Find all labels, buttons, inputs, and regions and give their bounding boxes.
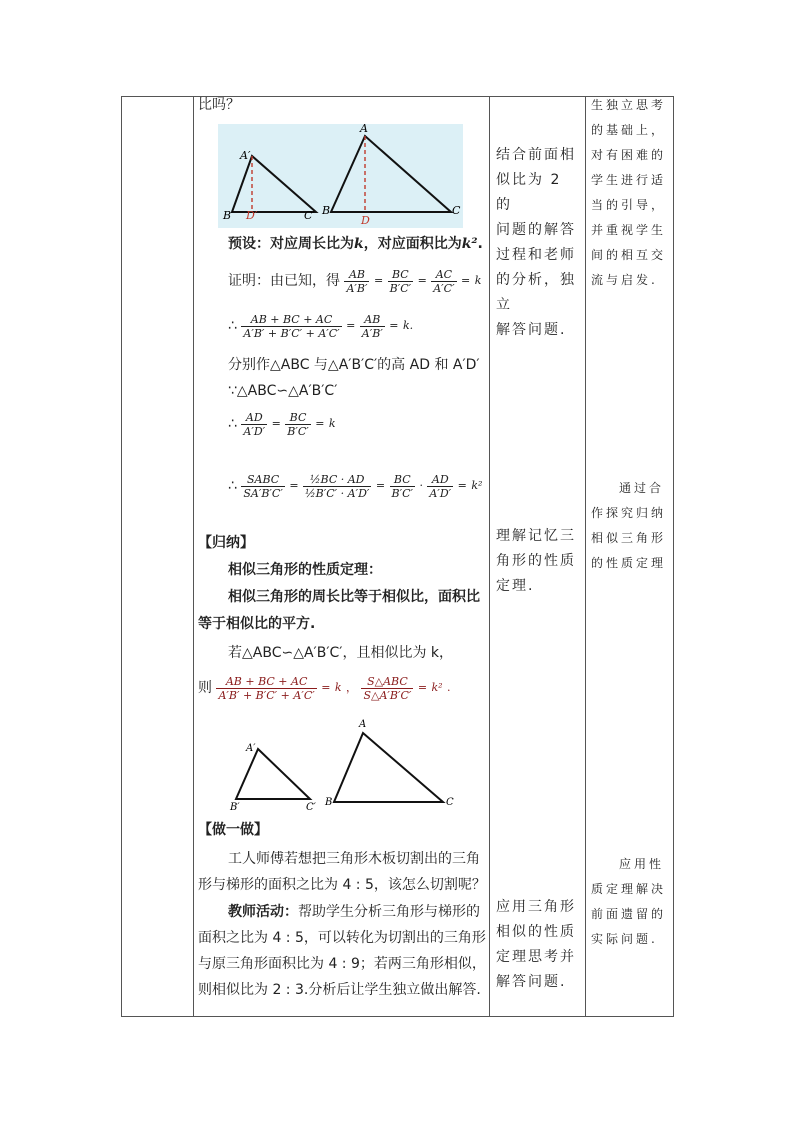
problem-text: 工人师傅若想把三角形木板切割出的三角 — [228, 851, 480, 867]
column-divider — [489, 97, 490, 1016]
label-D-prime: D′ — [246, 209, 258, 222]
teacher-activity-line: 教师活动：帮助学生分析三角形与梯形的 — [228, 904, 480, 920]
theorem-title: 相似三角形的性质定理： — [228, 562, 382, 578]
student-activity-block-1: 结合前面相 似比为 2 的 问题的解答 过程和老师 的分析，独立 解答问题. — [496, 147, 576, 338]
similar-triangles-figure-2 — [228, 716, 463, 812]
text-line: 分别作△ABC 与△A′B′C′的高 AD 和 A′D′ — [228, 357, 480, 373]
text-line: 比吗？ — [198, 97, 240, 113]
text-line: ∵△ABC∽△A′B′C′ — [228, 383, 338, 399]
text-line: 与原三角形面积比为 4 : 9；若两三角形相似， — [198, 956, 486, 972]
design-intent-block-1: 生独立思考 的基础上， 对有困难的 学生进行适 当的引导， 并重视学生 间的相互交 流与启发. — [591, 98, 667, 287]
hypothesis-line: 预设：对应周长比为k，对应面积比为k². — [228, 236, 483, 252]
theorem-text: 相似三角形的周长比等于相似比，面积比 — [228, 589, 480, 605]
label-B-prime: B′ — [230, 802, 240, 812]
design-intent-block-2: 通过合 作探究归纳 相似三角形 的性质定理 — [591, 481, 667, 570]
label-B: B — [325, 797, 333, 808]
similar-triangles-figure — [218, 124, 463, 228]
label-C-prime: C′ — [304, 209, 315, 222]
text-line: 若△ABC∽△A′B′C′，且相似比为 k， — [228, 645, 454, 661]
perimeter-ratio-line: ∴ $\frac{AB + BC + AC}{A'B' + B'C' + A'C'}$ = $\frac{AB}{A'B'}$ = k. — [228, 312, 414, 340]
column-divider — [193, 97, 194, 1016]
student-activity-block-3: 应用三角形 相似的性质 定理思考并 解答问题. — [496, 899, 576, 990]
label-A: A — [360, 124, 368, 135]
label-C: C — [446, 797, 454, 808]
problem-text: 形与梯形的面积之比为 4 : 5，该怎么切割呢？ — [198, 877, 486, 893]
theorem-text: 等于相似比的平方. — [198, 616, 316, 632]
area-ratio-line: ∴ $\frac{\text{SABC}}{SA'B'C'}$ = $\frac{\text{½BC · AD}}{\text{½B′C′ · A′D′}}$ = $\frac{BC}{B'C'}$ · $\frac{AD}{A'D'}$ = k² — [228, 472, 483, 500]
label-B: B — [322, 204, 331, 217]
label-C-prime: C′ — [306, 802, 316, 812]
proof-ratio-line: 证明：由已知，得 $\frac{AB}{A'B'}$ = $\frac{BC}{B'C'}$ = $\frac{AC}{A'C'}$ = k — [228, 267, 482, 295]
design-intent-block-3: 应用性 质定理解决 前面遗留的 实际问题. — [591, 857, 667, 946]
section-heading-try: 【做一做】 — [198, 822, 268, 838]
column-divider — [585, 97, 586, 1016]
label-A-prime: A′ — [240, 149, 251, 162]
altitude-ratio-line: ∴ $\frac{AD}{A'D'}$ = $\frac{BC}{B'C'}$ = k — [228, 410, 336, 438]
label-D: D — [361, 214, 370, 227]
text-line: 面积之比为 4 : 5，可以转化为切割出的三角形 — [198, 930, 486, 946]
label-A-prime: A′ — [246, 743, 256, 754]
label-A: A — [359, 719, 367, 730]
label-C: C — [452, 204, 461, 217]
theorem-formula-line: 则 $\frac{AB + BC + AC}{A'B' + B'C' + A'C'}$ = k ， $\frac{\text{S△ABC}}{S\triangle A'B'C'}$ = k² . — [198, 674, 451, 702]
label-B-prime: B′ — [223, 209, 234, 222]
small-triangle — [236, 749, 310, 799]
text-line: 则相似比为 2 : 3.分析后让学生独立做出解答. — [198, 982, 481, 998]
section-heading-summary: 【归纳】 — [198, 535, 254, 551]
student-activity-block-2: 理解记忆三 角形的性质 定理. — [496, 528, 576, 594]
large-triangle — [334, 733, 443, 802]
